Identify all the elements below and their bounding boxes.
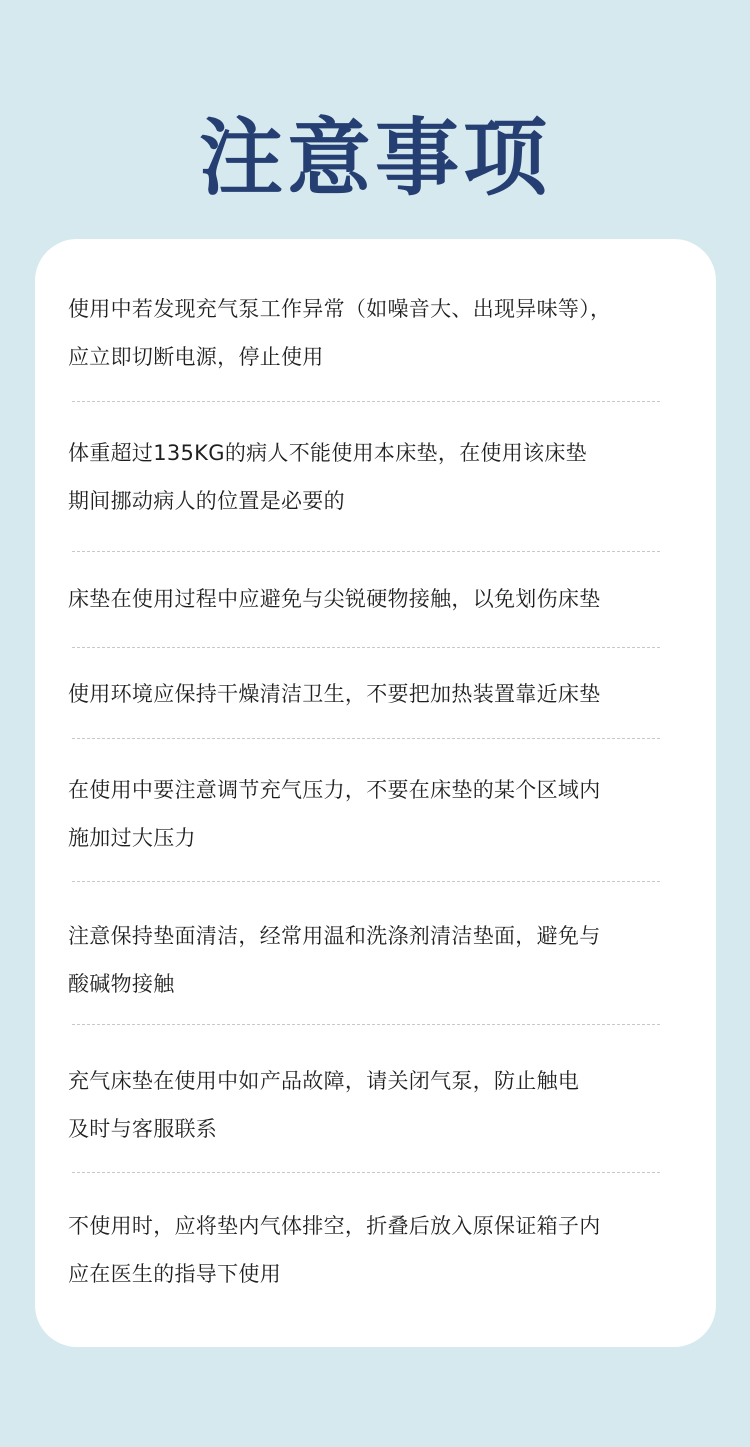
notice-text-line: 床垫在使用过程中应避免与尖锐硬物接触，以免划伤床垫 bbox=[68, 587, 601, 611]
notice-text-line: 体重超过135KG的病人不能使用本床垫，在使用该床垫 bbox=[68, 441, 587, 465]
notice-text-line: 充气床垫在使用中如产品故障，请关闭气泵，防止触电 bbox=[68, 1069, 580, 1093]
dashed-divider bbox=[72, 1024, 660, 1025]
notice-item-8 bbox=[68, 1202, 668, 1298]
notice-text-line: 应立即切断电源，停止使用 bbox=[68, 345, 324, 369]
notice-item-2 bbox=[68, 429, 668, 525]
notice-item-6 bbox=[68, 912, 668, 1008]
notice-text-line: 及时与客服联系 bbox=[68, 1117, 218, 1141]
dashed-divider bbox=[72, 881, 660, 882]
notice-text-line: 使用中若发现充气泵工作异常（如噪音大、出现异味等）， bbox=[68, 297, 612, 321]
notice-card bbox=[35, 239, 716, 1347]
notice-item-7 bbox=[68, 1057, 668, 1153]
dashed-divider bbox=[72, 1172, 660, 1173]
notice-item-5 bbox=[68, 766, 668, 862]
notice-item-3 bbox=[68, 575, 668, 623]
notice-text-line: 期间挪动病人的位置是必要的 bbox=[68, 489, 345, 513]
page-title: 注意事项 bbox=[198, 109, 551, 207]
notice-text-line: 酸碱物接触 bbox=[68, 972, 175, 996]
dashed-divider bbox=[72, 647, 660, 648]
notice-text-line: 使用环境应保持干燥清洁卫生，不要把加热装置靠近床垫 bbox=[68, 682, 601, 706]
notice-item-1 bbox=[68, 285, 668, 381]
notice-item-4 bbox=[68, 670, 668, 718]
notice-text-line: 不使用时，应将垫内气体排空，折叠后放入原保证箱子内 bbox=[68, 1214, 601, 1238]
dashed-divider bbox=[72, 401, 660, 402]
notice-text-line: 在使用中要注意调节充气压力，不要在床垫的某个区域内 bbox=[68, 778, 601, 802]
notice-text-line: 应在医生的指导下使用 bbox=[68, 1262, 281, 1286]
dashed-divider bbox=[72, 551, 660, 552]
notice-text-line: 施加过大压力 bbox=[68, 826, 196, 850]
notice-text-line: 注意保持垫面清洁，经常用温和洗涤剂清洁垫面，避免与 bbox=[68, 924, 601, 948]
dashed-divider bbox=[72, 738, 660, 739]
